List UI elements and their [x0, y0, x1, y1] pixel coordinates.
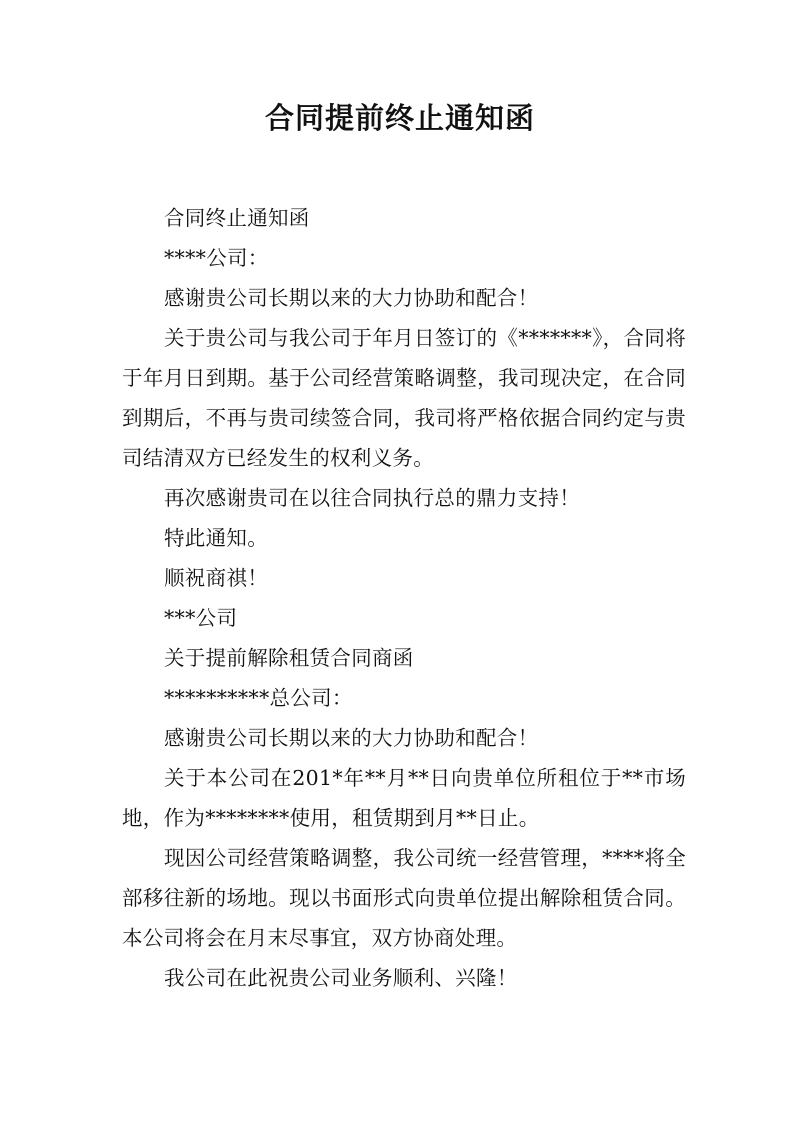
paragraph-regards: 顺祝商祺！	[164, 566, 268, 590]
paragraph-lease-details: 关于本公司在201*年**月**日向贵单位所租位于**市场地，作为********使用，租赁期到月**日止。	[122, 766, 686, 830]
paragraph-lease-letter-heading: 关于提前解除租赁合同商函	[164, 646, 414, 670]
paragraph-thanks: 感谢贵公司长期以来的大力协助和配合！	[164, 286, 539, 310]
paragraph-lease-termination: 现因公司经营策略调整，我公司统一经营管理，****将全部移往新的场地。现以书面形式向贵单位提出解除租赁合同。本公司将会在月末尽事宜，双方协商处理。	[122, 846, 686, 950]
paragraph-notice-close: 特此通知。	[164, 526, 268, 550]
paragraph-lease-closing: 我公司在此祝贵公司业务顺利、兴隆！	[164, 966, 518, 990]
paragraph-notice-heading: 合同终止通知函	[164, 206, 310, 230]
document-title: 合同提前终止通知函	[264, 101, 535, 135]
paragraph-sender: ***公司	[164, 606, 238, 630]
paragraph-recipient: ****公司：	[164, 246, 269, 270]
paragraph-appreciation: 再次感谢贵司在以往合同执行总的鼎力支持！	[164, 486, 580, 510]
paragraph-termination-details: 关于贵公司与我公司于年月日签订的《*******》，合同将于年月日到期。基于公司经营策略调整，我司现决定，在合同到期后，不再与贵司续签合同，我司将严格依据合同约定与贵司结清双方已经发生的权利义务。	[122, 326, 686, 470]
document-body	[122, 198, 686, 998]
paragraph-lease-recipient: **********总公司：	[164, 686, 353, 710]
paragraph-lease-thanks: 感谢贵公司长期以来的大力协助和配合！	[164, 726, 539, 750]
